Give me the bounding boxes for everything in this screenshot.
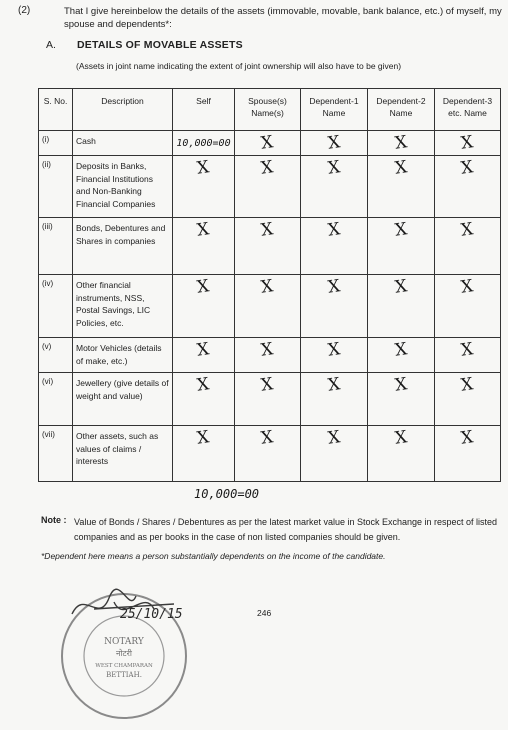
page-number: 246 xyxy=(257,608,272,618)
section-subtitle: (Assets in joint name indicating the extent of joint ownership will also have to be given) xyxy=(76,61,402,71)
movable-assets-table xyxy=(38,88,501,482)
row-sno: (iv) xyxy=(39,275,73,338)
header-sno: S. No. xyxy=(39,89,73,131)
row-spouse xyxy=(235,131,301,156)
cross-mark: X xyxy=(393,157,409,179)
table-row xyxy=(39,426,501,482)
cash-amount: 10,000=00 xyxy=(176,138,231,149)
handwritten-total: 10,000=00 xyxy=(194,487,260,501)
table-row xyxy=(39,275,501,338)
cross-mark: X xyxy=(460,219,475,241)
cross-mark: X xyxy=(460,427,475,449)
cross-mark: X xyxy=(260,427,275,449)
row-spouse xyxy=(235,218,301,275)
row-description: Other assets, such as values of claims / interests xyxy=(73,426,173,482)
row-dep1 xyxy=(301,373,368,426)
cross-mark: X xyxy=(393,374,409,396)
clause-text: That I give hereinbelow the details of the assets (immovable, movable, bank balance, etc.) of myself, my spouse and dependents*: xyxy=(64,6,502,30)
note-text: Value of Bonds / Shares / Debentures as per the latest market value in Stock Exchange in respect of listed companies and as per books in the case of non listed companies should be given. xyxy=(74,517,498,542)
row-dep2 xyxy=(368,373,435,426)
cross-mark: X xyxy=(196,157,211,179)
row-dep3 xyxy=(435,426,501,482)
cross-mark: X xyxy=(260,276,275,298)
section-letter: A. xyxy=(46,39,56,51)
cross-mark: X xyxy=(326,339,342,361)
cash-self-value xyxy=(173,131,235,156)
table-row xyxy=(39,218,501,275)
header-dependent-1: Dependent-1 Name xyxy=(301,89,368,131)
cross-mark: X xyxy=(393,427,409,449)
dependent-definition: *Dependent here means a person substantially dependents on the income of the candidate. xyxy=(41,551,386,561)
row-self xyxy=(173,275,235,338)
row-sno: (ii) xyxy=(39,156,73,218)
row-dep3 xyxy=(435,275,501,338)
cross-mark: X xyxy=(326,157,342,179)
cross-mark: X xyxy=(460,157,475,179)
cross-mark: X xyxy=(460,132,475,154)
row-self xyxy=(173,338,235,373)
row-self xyxy=(173,156,235,218)
header-spouse: Spouse(s) Name(s) xyxy=(235,89,301,131)
table-row xyxy=(39,338,501,373)
table-header-row xyxy=(39,89,501,131)
table-row xyxy=(39,373,501,426)
row-spouse xyxy=(235,275,301,338)
row-dep2 xyxy=(368,218,435,275)
table-row xyxy=(39,156,501,218)
cross-mark: X xyxy=(326,374,342,396)
row-dep2 xyxy=(368,426,435,482)
cross-mark: X xyxy=(196,427,211,449)
cross-mark: X xyxy=(460,339,475,361)
row-dep2 xyxy=(368,131,435,156)
row-sno: (vi) xyxy=(39,373,73,426)
stamp-line-4: BETTIAH. xyxy=(106,671,142,679)
cross-mark: X xyxy=(393,219,409,241)
notary-stamp xyxy=(54,584,204,729)
cross-mark: X xyxy=(260,132,275,154)
cross-mark: X xyxy=(260,339,275,361)
row-description: Other financial instruments, NSS, Postal Savings, LIC Policies, etc. xyxy=(73,275,173,338)
row-spouse xyxy=(235,338,301,373)
row-dep2 xyxy=(368,275,435,338)
row-description: Cash xyxy=(73,131,173,156)
cross-mark: X xyxy=(196,374,211,396)
cross-mark: X xyxy=(460,374,475,396)
cross-mark: X xyxy=(393,132,409,154)
row-spouse xyxy=(235,156,301,218)
header-description: Description xyxy=(73,89,173,131)
row-spouse xyxy=(235,373,301,426)
row-sno: (vii) xyxy=(39,426,73,482)
row-sno: (iii) xyxy=(39,218,73,275)
cross-mark: X xyxy=(260,219,275,241)
row-dep1 xyxy=(301,275,368,338)
row-dep1 xyxy=(301,156,368,218)
stamp-line-2: नोटरी xyxy=(116,649,132,658)
stamp-line-3: WEST CHAMPARAN xyxy=(95,663,153,669)
cross-mark: X xyxy=(196,339,211,361)
clause-number: (2) xyxy=(18,5,31,16)
row-description: Deposits in Banks, Financial Institutions and Non-Banking Financial Companies xyxy=(73,156,173,218)
row-description: Jewellery (give details of weight and value) xyxy=(73,373,173,426)
cross-mark: X xyxy=(196,276,211,298)
row-dep3 xyxy=(435,338,501,373)
row-dep3 xyxy=(435,373,501,426)
row-dep1 xyxy=(301,426,368,482)
row-dep1 xyxy=(301,338,368,373)
row-spouse xyxy=(235,426,301,482)
signature-date: 25/10/15 xyxy=(120,607,183,622)
row-dep1 xyxy=(301,218,368,275)
table-row xyxy=(39,131,501,156)
stamp-line-1: NOTARY xyxy=(104,637,144,647)
cross-mark: X xyxy=(393,276,409,298)
row-dep2 xyxy=(368,338,435,373)
cross-mark: X xyxy=(260,374,275,396)
row-self xyxy=(173,426,235,482)
row-self xyxy=(173,218,235,275)
row-description: Bonds, Debentures and Shares in companies xyxy=(73,218,173,275)
row-dep3 xyxy=(435,131,501,156)
header-self: Self xyxy=(173,89,235,131)
row-dep3 xyxy=(435,218,501,275)
row-self xyxy=(173,373,235,426)
header-dependent-3: Dependent-3 etc. Name xyxy=(435,89,501,131)
section-title: DETAILS OF MOVABLE ASSETS xyxy=(77,39,243,51)
row-sno: (i) xyxy=(39,131,73,156)
header-dependent-2: Dependent-2 Name xyxy=(368,89,435,131)
cross-mark: X xyxy=(196,219,211,241)
cross-mark: X xyxy=(326,219,342,241)
row-sno: (v) xyxy=(39,338,73,373)
cross-mark: X xyxy=(326,276,342,298)
row-dep1 xyxy=(301,131,368,156)
row-dep3 xyxy=(435,156,501,218)
row-description: Motor Vehicles (details of make, etc.) xyxy=(73,338,173,373)
cross-mark: X xyxy=(393,339,409,361)
cross-mark: X xyxy=(260,157,275,179)
note-label: Note : xyxy=(41,515,67,525)
cross-mark: X xyxy=(326,427,342,449)
row-dep2 xyxy=(368,156,435,218)
cross-mark: X xyxy=(326,132,342,154)
cross-mark: X xyxy=(460,276,475,298)
